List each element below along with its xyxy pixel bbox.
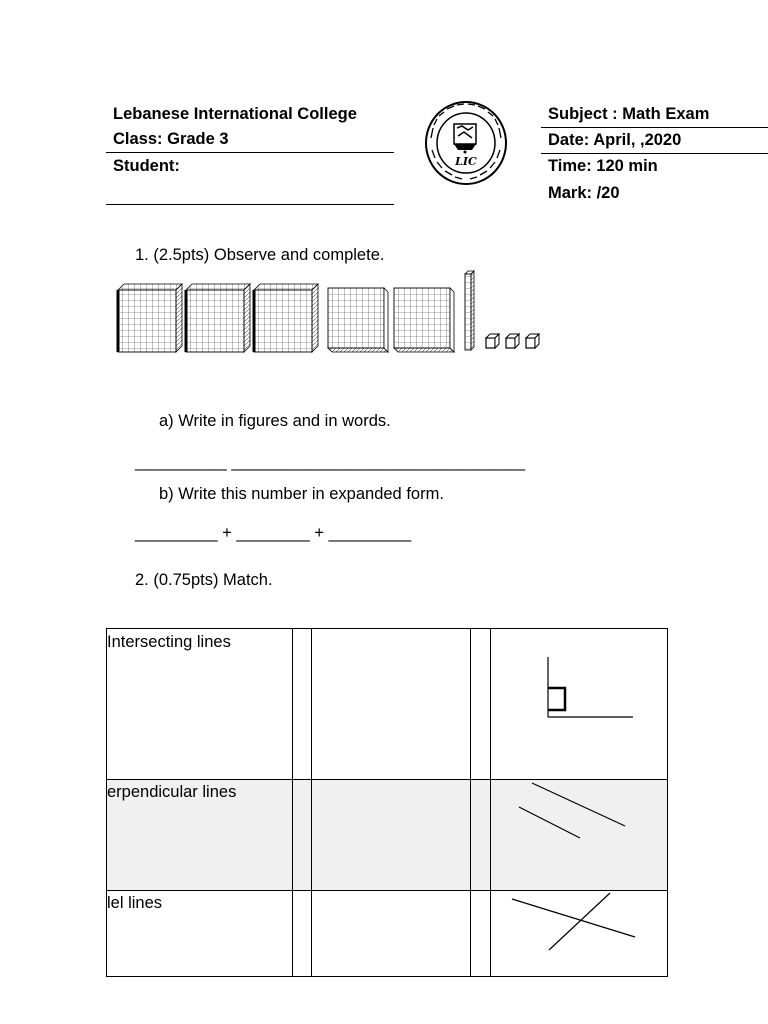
- question-2-title: 2. (0.75pts) Match.: [135, 571, 273, 589]
- column-divider: [292, 629, 293, 976]
- match-dot-cell[interactable]: [472, 892, 489, 976]
- one-unit: [506, 334, 519, 348]
- date-label: Date: April, ,2020: [548, 131, 682, 149]
- match-label: lel lines: [107, 894, 163, 912]
- divider: [541, 153, 768, 154]
- hundred-flat: [328, 288, 388, 352]
- column-divider: [311, 629, 312, 976]
- answer-blanks-a[interactable]: __________ ________________________________: [135, 453, 525, 471]
- parallel-lines-figure: [491, 779, 667, 890]
- question-1a: a) Write in figures and in words.: [159, 412, 391, 430]
- student-name-line[interactable]: [106, 204, 394, 205]
- base-ten-blocks: [116, 270, 546, 356]
- logo-text: LIC: [455, 155, 477, 168]
- subject-label: Subject : Math Exam: [548, 105, 710, 123]
- class-label: Class: Grade 3: [113, 130, 229, 148]
- hundred-flat: [394, 288, 454, 352]
- divider: [106, 152, 394, 153]
- match-dot-cell[interactable]: [472, 631, 489, 777]
- match-label: Intersecting lines: [107, 633, 231, 651]
- one-unit: [526, 334, 539, 348]
- match-dot-cell[interactable]: [294, 892, 310, 976]
- match-dot-cell[interactable]: [294, 631, 310, 777]
- school-name: Lebanese International College: [113, 105, 357, 123]
- one-unit: [486, 334, 499, 348]
- thousand-cube: [254, 284, 318, 352]
- divider: [541, 127, 768, 128]
- intersecting-lines-figure: [491, 890, 667, 976]
- match-label: erpendicular lines: [107, 783, 237, 801]
- student-label: Student:: [113, 157, 180, 175]
- column-divider: [470, 629, 471, 976]
- question-1-title: 1. (2.5pts) Observe and complete.: [135, 246, 385, 264]
- answer-blanks-b[interactable]: _________ + ________ + _________: [135, 524, 412, 542]
- thousand-cube: [186, 284, 250, 352]
- thousand-cube: [118, 284, 182, 352]
- mark-label: Mark: /20: [548, 184, 620, 202]
- time-label: Time: 120 min: [548, 157, 658, 175]
- question-1b: b) Write this number in expanded form.: [159, 485, 444, 503]
- match-table: [106, 628, 668, 977]
- school-logo: [424, 100, 508, 186]
- ten-rod: [465, 271, 474, 350]
- right-angle-figure: [491, 629, 667, 779]
- match-dot-cell[interactable]: [294, 781, 310, 888]
- match-dot-cell[interactable]: [472, 781, 489, 888]
